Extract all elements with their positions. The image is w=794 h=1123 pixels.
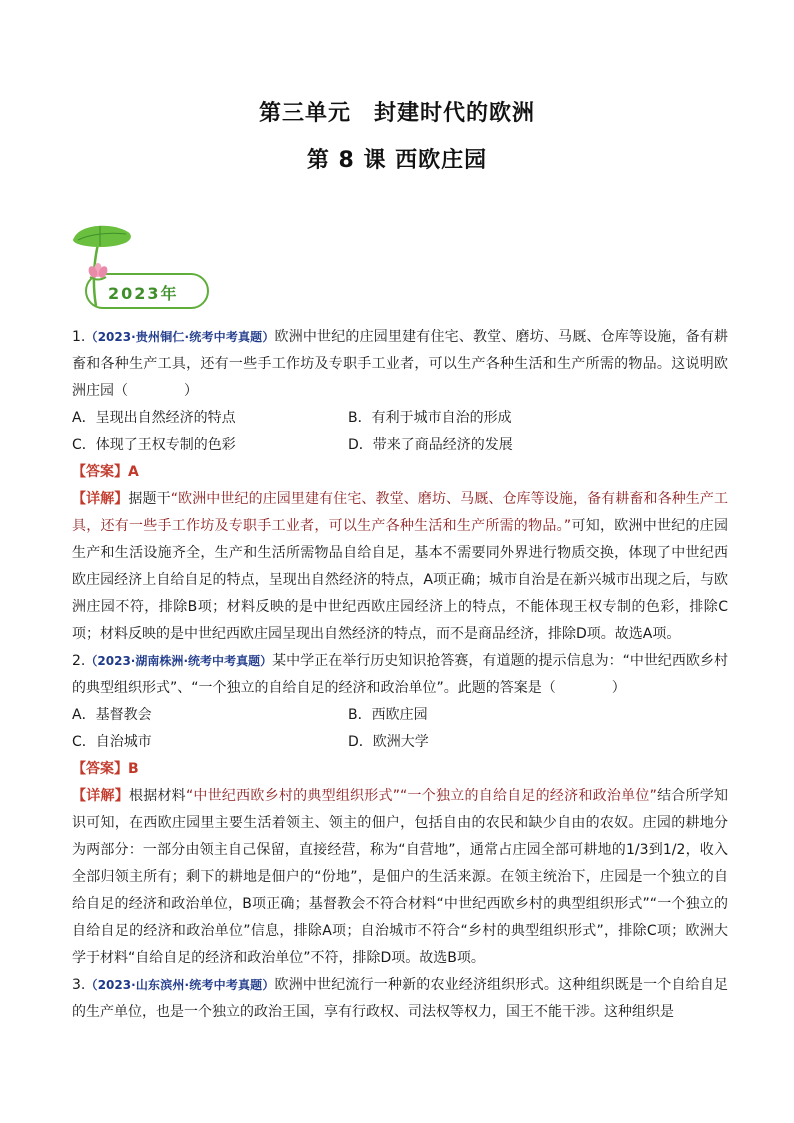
answer-value: B [128, 761, 139, 777]
options [72, 702, 728, 756]
detail-tag: 【详解】 [72, 491, 129, 507]
detail-quote: “中世纪西欧乡村的典型组织形式”“一个独立的自给自足的经济和政治单位” [185, 788, 657, 804]
year-badge-label: 2023年 [108, 284, 179, 303]
question-source: （2023·贵州铜仁·统考中考真题） [85, 330, 275, 344]
question-stem [72, 972, 728, 1026]
question-text: 欧洲中世纪流行一种新的农业经济组织形式。这种组织既是一个自给自足的生产单位，也是一个独立的政治王国，享有行政权、司法权等权力，国王不能干涉。这种组织是 [72, 977, 728, 1020]
detail-text-a: 据题干 [128, 491, 171, 507]
question-source: （2023·湖南株洲·统考中考真题） [85, 654, 273, 668]
question-2 [72, 648, 728, 972]
question-source: （2023·山东滨州·统考中考真题） [85, 978, 275, 992]
option-b: B．西欧庄园 [348, 707, 428, 723]
answer-tag: 【答案】 [72, 761, 128, 777]
detail-tag: 【详解】 [72, 788, 129, 804]
question-number: 3. [72, 977, 86, 993]
answer-line [72, 459, 728, 486]
question-number: 2. [72, 653, 86, 669]
option-a: A．呈现出自然经济的特点 [72, 410, 236, 426]
option-d: D．欧洲大学 [348, 734, 429, 750]
answer-line [72, 756, 728, 783]
answer-value: A [128, 464, 139, 480]
question-stem [72, 324, 728, 405]
detail-paragraph [72, 783, 728, 972]
question-3 [72, 972, 728, 1026]
option-b: B．有利于城市自治的形成 [348, 410, 512, 426]
lesson-title: 第 8 课 西欧庄园 [306, 148, 488, 173]
option-c: C．自治城市 [72, 734, 152, 750]
option-a: A．基督教会 [72, 707, 152, 723]
answer-tag: 【答案】 [72, 464, 128, 480]
question-number: 1. [72, 329, 86, 345]
unit-title: 第三单元 封建时代的欧洲 [258, 101, 535, 126]
detail-text-b: 可知，欧洲中世纪的庄园生产和生活设施齐全，生产和生活所需物品自给自足，基本不需要同外界进行物质交换，体现了中世纪西欧庄园经济上自给自足的特点，呈现出自然经济的特点，A项正确；城市自治是在新兴城市出现之后，与欧洲庄园不符，排除B项；材料反映的是中世纪西欧庄园经济上的特点，不能体现王权专制的色彩，排除C项；材料反映的是中世纪西欧庄园呈现出自然经济的特点，而不是商品经济，排除D项。故选A项。 [72, 518, 728, 642]
year-badge [70, 222, 212, 312]
option-d: D．带来了商品经济的发展 [348, 437, 513, 453]
detail-quote: “欧洲中世纪的庄园里建有住宅、教堂、磨坊、马厩、仓库等设施，备有耕畜和各种生产工具，还有一些手工作坊及专职手工业者，可以生产各种生活和生产所需的物品。” [72, 491, 728, 534]
question-1 [72, 324, 728, 648]
question-stem [72, 648, 728, 702]
options [72, 405, 728, 459]
detail-text-a: 根据材料 [128, 788, 186, 804]
detail-paragraph [72, 486, 728, 648]
questions-content [72, 324, 728, 1026]
question-text: 某中学正在举行历史知识抢答赛，有道题的提示信息为：“中世纪西欧乡村的典型组织形式”、“一个独立的自给自足的经济和政治单位”。此题的答案是（ ） [72, 653, 728, 696]
detail-text-b: 结合所学知识可知，在西欧庄园里主要生活着领主、领主的佃户，包括自由的农民和缺少自由的农奴。庄园的耕地分为两部分：一部分由领主自己保留，直接经营，称为“自营地”，通常占庄园全部可耕地的1/3到1/2，收入全部归领主所有；剩下的耕地是佃户的“份地”，是佃户的生活来源。在领主统治下，庄园是一个独立的自给自足的经济和政治单位，B项正确；基督教会不符合材料“中世纪西欧乡村的典型组织形式”“一个独立的自给自足的经济和政治单位”信息，排除A项；自治城市不符合“乡村的典型组织形式”，排除C项；欧洲大学于材料“自给自足的经济和政治单位”不符，排除D项。故选B项。 [72, 788, 729, 966]
question-text: 欧洲中世纪的庄园里建有住宅、教堂、磨坊、马厩、仓库等设施，备有耕畜和各种生产工具，还有一些手工作坊及专职手工业者，可以生产各种生活和生产所需的物品。这说明欧洲庄园（ ） [72, 329, 728, 399]
option-c: C．体现了王权专制的色彩 [72, 437, 236, 453]
